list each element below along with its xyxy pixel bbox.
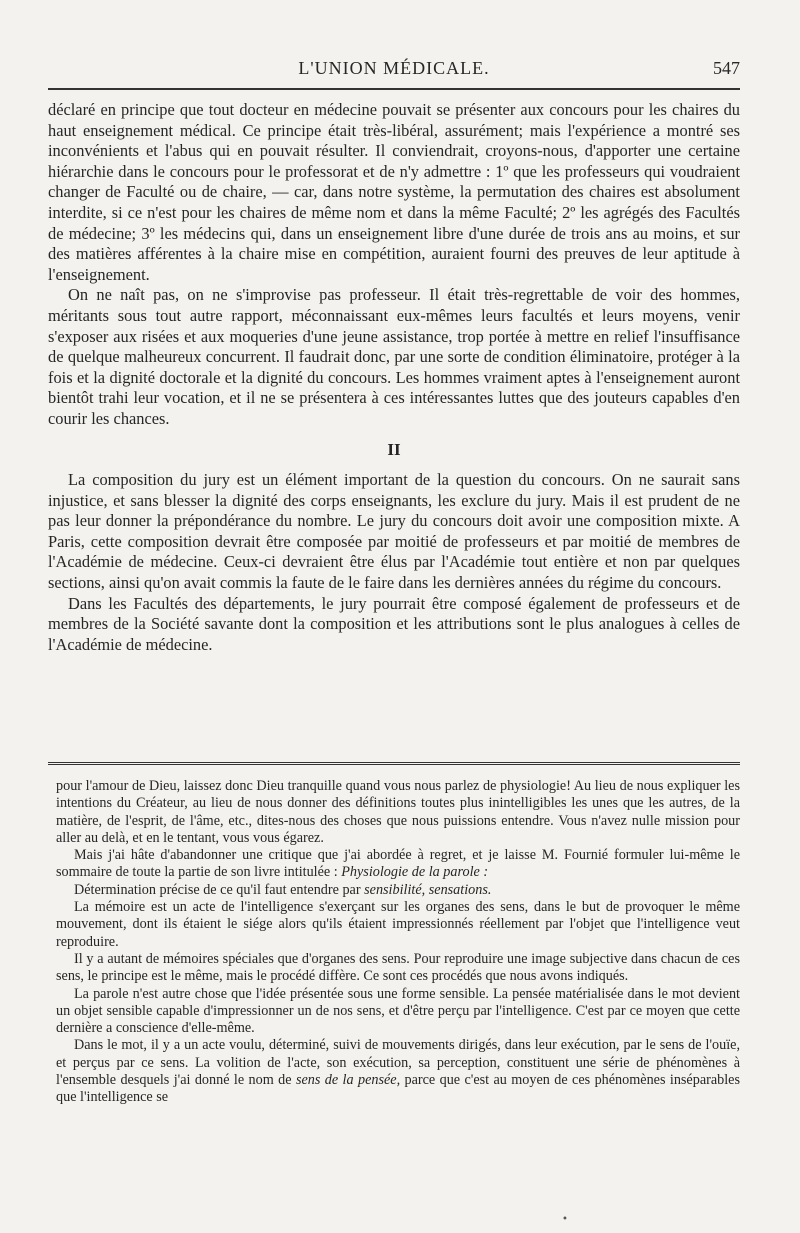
section-number: II	[387, 439, 401, 459]
paragraph: Dans les Facultés des départements, le jury pourrait être composé également de professeurs et de membres de la Société savante dont la composition et les attributions sont le plus analogues à celles de l'Académie de médecine.	[48, 593, 740, 654]
footnote-paragraph: La parole n'est autre chose que l'idée présentée sous une forme sensible. La pensée matérialisée dans le mot devient un objet sensible capable d'impressionner un de nos sens, et d'être perçu par l'intelligence. C'est par ce moyen que cette dernière a conscience d'elle-même.	[56, 985, 740, 1037]
paragraph: La composition du jury est un élément important de la question du concours. On ne saurait sans injustice, et sans blesser la dignité des corps enseignants, les exclure du jury. Mais il est prudent de ne pas leur donner la prépondérance du nombre. Le jury du concours doit avoir une composition mixte. A Paris, cette composition devrait être composée par moitié de professeurs et par moitié de membres de l'Académie de médecine. Ceux-ci devraient être élus par l'Académie tout entière et non par quelques sections, ainsi qu'on avait commis la faute de le faire dans les dernières années du régime du concours.	[48, 470, 740, 593]
footnote-paragraph	[56, 882, 740, 899]
footnote-paragraph	[56, 1037, 740, 1106]
footnote-text: Dans le mot, il y a un acte voulu, déterminé, suivi de mouvements dirigés, dans leur exécution, par le sens de l'ouïe, et perçus par ce sens. La volition de l'acte, son exécution, sa perception, constituent une série de phénomènes à l'ensemble desquels j'ai donné le nom de	[56, 1037, 740, 1089]
footnote-italic: sensibilité, sensations.	[364, 881, 492, 898]
footnote-text: Mais j'ai hâte d'abandonner une critique que j'ai abordée à regret, et je laisse M. Fournié formuler lui-même le sommaire de toute la partie de son livre intitulée :	[56, 847, 740, 881]
footnote-paragraph: Il y a autant de mémoires spéciales que d'organes des sens. Pour reproduire une image subjective dans chacun de ces sens, le principe est le même, mais le procédé diffère. Ce sont ces procédés que nous avons indiqués.	[56, 950, 740, 985]
footnote-section	[56, 778, 740, 1107]
running-title: L'UNION MÉDICALE.	[298, 58, 490, 78]
footnote-paragraph: pour l'amour de Dieu, laissez donc Dieu tranquille quand vous nous parlez de physiologie! Au lieu de nous expliquer les intentions du Créateur, au lieu de nous donner des définitions toutes plus inintelligibles les unes que les autres, de la matière, de l'esprit, de l'âme, etc., dites-nous des choses que nous puissions entendre. Vous n'avez nulle mission pour aller au delà, et en le tentant, vous vous égarez.	[56, 778, 740, 846]
footnote-paragraph	[56, 847, 740, 882]
footnote-italic: sens de la pensée,	[295, 1072, 401, 1089]
footnote-separator	[48, 762, 740, 769]
header-rule	[48, 88, 740, 90]
footnote-text: parce que c'est au moyen de ces phénomènes inséparables que l'intelligence se	[56, 1072, 740, 1106]
bottom-mark: •	[562, 1214, 568, 1225]
footnote-text: Détermination précise de ce qu'il faut entendre par	[74, 881, 365, 898]
page-header	[48, 52, 740, 82]
paragraph: On ne naît pas, on ne s'improvise pas professeur. Il était très-regrettable de voir des hommes, méritants sous tout autre rapport, méconnaissant eux-mêmes leurs facultés et leurs moyens, venir s'exposer aux risées et aux moqueries d'une jeune assistance, trop portée à mettre en relief l'insuffisance de quelque malheureux concurrent. Il faudrait donc, par une sorte de condition éliminatoire, protéger à la fois et la dignité doctorale et la dignité du concours. Les hommes vraiment aptes à l'enseignement auront bientôt trahi leur vocation, et il ne se présentera à ces intéressantes luttes que des jouteurs capables d'en courir les chances.	[48, 285, 740, 428]
footnote-paragraph: La mémoire est un acte de l'intelligence s'exerçant sur les organes des sens, dans le but de provoquer le même mouvement, dont ils étaient le siége alors qu'ils étaient impressionnés réellement par l'objet que l'intelligence veut reproduire.	[56, 899, 740, 950]
footnote-italic: Physiologie de la parole :	[341, 864, 489, 881]
main-text	[48, 100, 740, 655]
paragraph: déclaré en principe que tout docteur en médecine pouvait se présenter aux concours pour les chaires du haut enseignement médical. Ce principe était très-libéral, assurément; mais l'expérience a montré ses inconvénients et l'abus qui en pouvait résulter. Il conviendrait, croyons-nous, d'apporter une certaine hiérarchie dans le concours pour le professorat et de n'y admettre : 1º que les professeurs qui voudraient changer de Faculté ou de chaire, — car, dans notre système, la permutation des chaires est absolument interdite, si ce n'est pour les chaires de même nom et dans la même Faculté; 2º les agrégés des Facultés de médecine; 3º les médecins qui, dans un enseignement libre d'une durée de trois ans au moins, et sur des matières afférentes à la chaire mise en compétition, auraient fourni des preuves de leur aptitude à l'enseignement.	[48, 100, 740, 284]
page-number: 547	[713, 58, 740, 78]
